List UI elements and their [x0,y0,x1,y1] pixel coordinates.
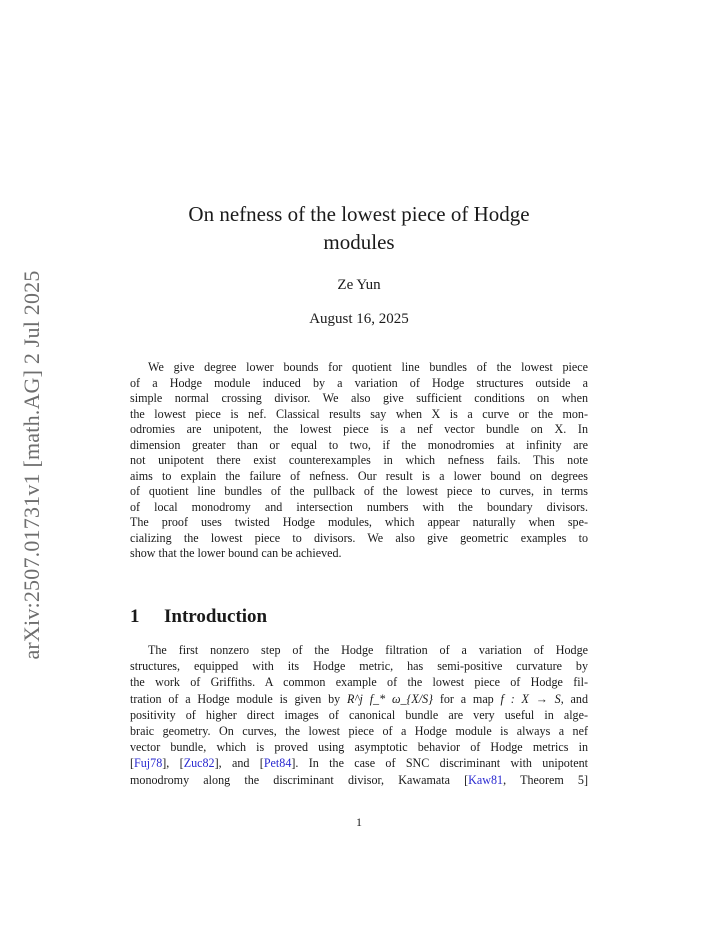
abstract-line: of quotient line bundles of the pullback of the lowest piece to curves, in terms [130,484,588,498]
abstract-line: odromies are unipotent, the lowest piece is a nef vector bundle on X. In [130,422,588,436]
abstract-line: the lowest piece is nef. Classical results say when X is a curve or the mon- [130,406,588,421]
intro-line: positivity of higher direct images of canonical bundle are very useful in alge- [130,707,588,722]
abstract-line: We give degree lower bounds for quotient line bundles of the lowest piece [148,360,588,374]
intro-text: for a map [433,691,501,706]
arxiv-identifier-text: arXiv:2507.01731v1 [math.AG] 2 Jul 2025 [19,270,44,660]
intro-text: monodromy along the discriminant divisor, Kawamata [ [130,772,469,787]
intro-line [130,691,588,707]
abstract [130,360,588,562]
paper-title-line-1: On nefness of the lowest piece of Hodge [188,202,530,226]
citation-link-kaw81[interactable]: Kaw81 [468,772,504,787]
math-direct-image: R^j f_* ω_{X/S} [347,691,434,706]
intro-line [130,772,588,788]
abstract-line: of a Hodge module induced by a variation of Hodge structures outside a [130,375,588,390]
intro-line: vector bundle, which is proved using asymptotic behavior of Hodge metrics in [130,740,588,755]
page-number: 1 [356,815,362,829]
abstract-line: cializing the lowest piece to divisors. We also give geometric examples to [130,530,588,545]
paper-title-line-2: modules [323,230,395,254]
intro-text: , and [560,691,588,706]
intro-line: braic geometry. On curves, the lowest piece of a Hodge module is always a nef [130,723,588,738]
section-number: 1 [130,606,140,627]
author-name: Ze Yun [337,277,381,293]
section-title: Introduction [164,606,268,627]
citation-link-fuj78[interactable]: Fuj78 [134,756,163,771]
intro-line: structures, equipped with its Hodge metric, has semi-positive curvature by [130,659,588,674]
paper-title [130,200,588,256]
abstract-line: aims to explain the failure of nefness. Our result is a lower bound on degrees [130,468,588,483]
intro-line: the work of Griffiths. A common example of the lowest piece of Hodge fil- [130,675,588,690]
introduction-body [130,642,588,788]
intro-text: , Theorem 5] [503,772,588,787]
abstract-line: simple normal crossing divisor. We also give sufficient conditions on when [130,391,588,405]
intro-text: . In the case of SNC discriminant with unipotent [295,756,588,771]
section-heading [130,605,267,629]
abstract-line: of local monodromy and intersection numbers with the boundary divisors. [130,499,588,514]
citation-link-zuc82[interactable]: Zuc82 [183,756,215,771]
intro-line: [Fuj78], [Zuc82], and [Pet84]. In the case of SNC discriminant with unipotent [130,756,588,771]
abstract-line: show that the lower bound can be achieved. [130,546,342,560]
intro-text: tration of a Hodge module is given by [130,691,348,706]
abstract-line: not unipotent there exist counterexamples in which nefness fails. This note [130,453,588,467]
citation-link-pet84[interactable]: Pet84 [263,756,292,771]
abstract-line: The proof uses twisted Hodge modules, which appear naturally when spe- [130,515,588,529]
math-map: f : X → S [500,691,561,706]
publication-date: August 16, 2025 [309,311,409,327]
intro-line: The first nonzero step of the Hodge filtration of a variation of Hodge [148,643,588,657]
abstract-line: dimension greater than or equal to two, if the monodromies at infinity are [130,437,588,452]
